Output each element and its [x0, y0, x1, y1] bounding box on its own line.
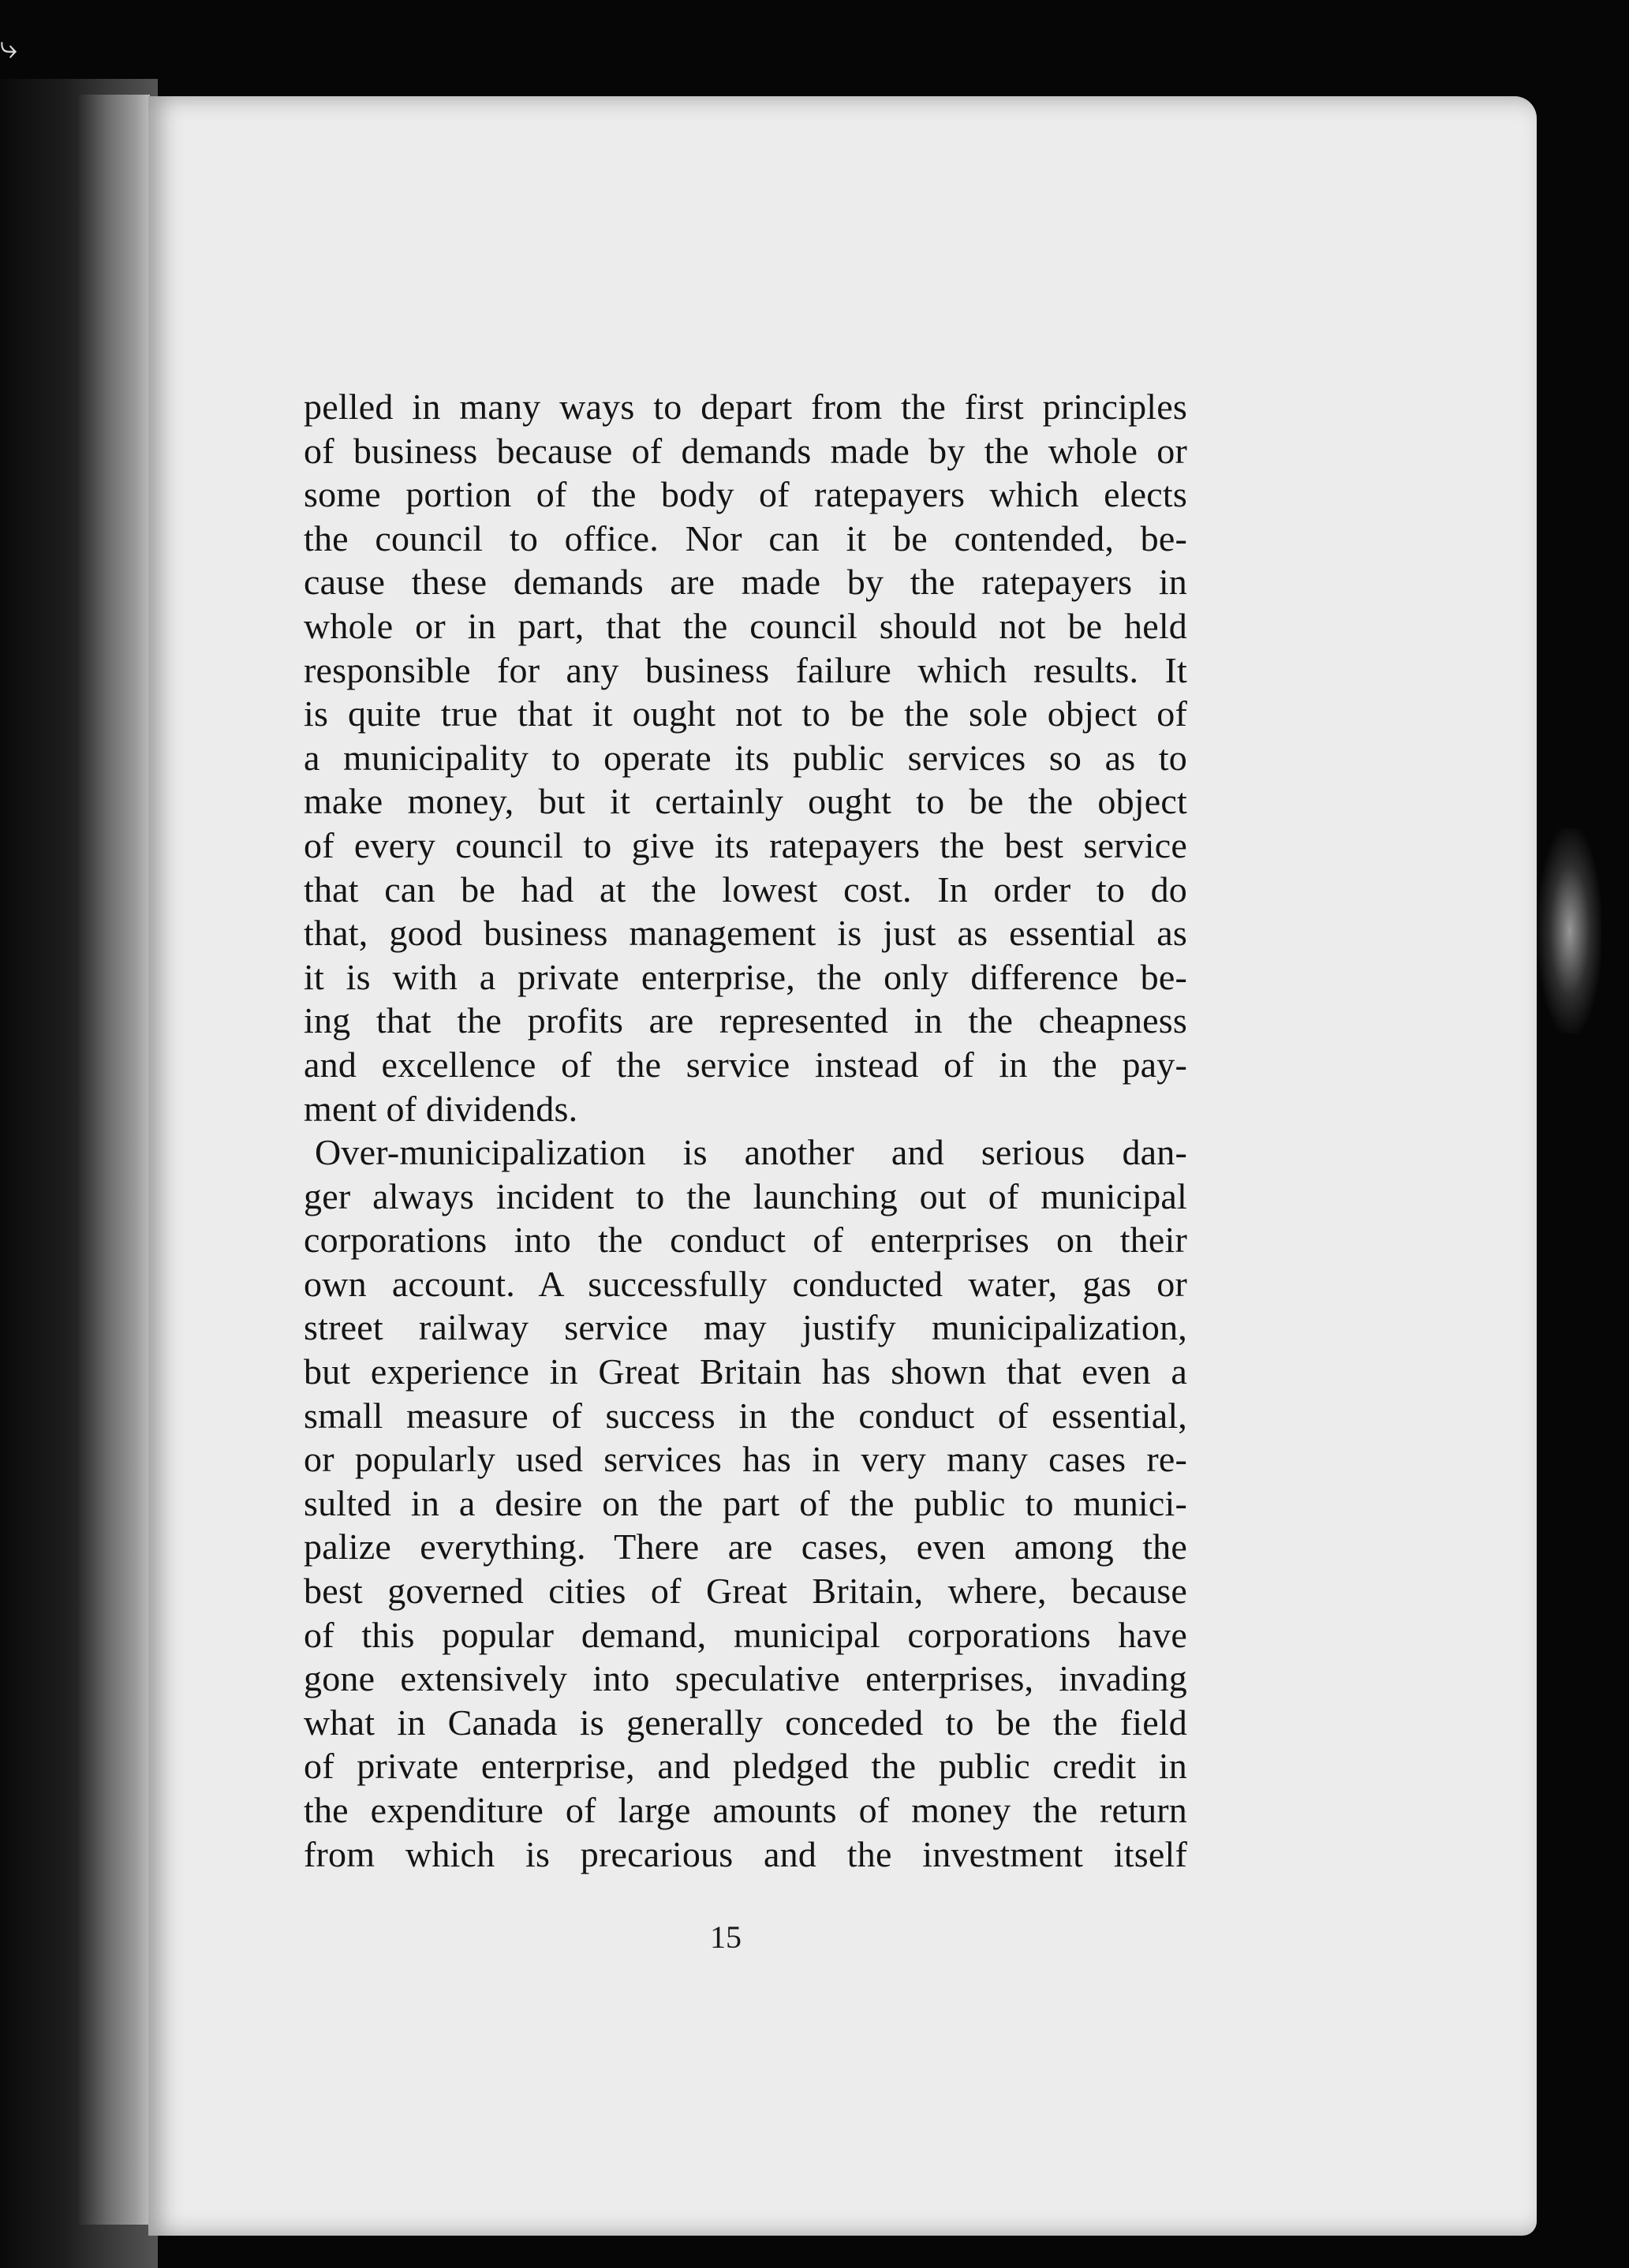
text-line: a municipality to operate its public services so as to — [304, 737, 1187, 778]
text-line: is quite true that it ought not to be the sole object of — [304, 693, 1187, 734]
page-number: 15 — [710, 1919, 742, 1955]
text-line: best governed cities of Great Britain, where, because — [304, 1571, 1187, 1612]
light-glare — [1538, 828, 1601, 1033]
text-line: but experience in Great Britain has shown that even a — [304, 1351, 1187, 1392]
text-line: own account. A successfully conducted water, gas or — [304, 1263, 1187, 1304]
scan-artifact-icon: ⤷ — [0, 29, 18, 65]
text-line: what in Canada is generally conceded to be the field — [304, 1702, 1187, 1743]
text-line: from which is precarious and the investment itself — [304, 1833, 1187, 1874]
text-line: cause these demands are made by the ratepayers in — [304, 562, 1187, 603]
page-body-text — [304, 385, 1187, 1876]
text-line: make money, but it certainly ought to be the object — [304, 781, 1187, 822]
text-line: it is with a private enterprise, the only difference be- — [304, 956, 1187, 997]
text-line: corporations into the conduct of enterprises on their — [304, 1220, 1187, 1261]
text-line: and excellence of the service instead of in the pay- — [304, 1044, 1187, 1085]
text-line: responsible for any business failure which results. It — [304, 649, 1187, 690]
text-line: Over-municipalization is another and serious dan- — [315, 1132, 1187, 1173]
text-line: that, good business management is just as essential as — [304, 913, 1187, 954]
text-line: ment of dividends. — [304, 1088, 578, 1129]
text-line: of every council to give its ratepayers the best service — [304, 824, 1187, 865]
text-line: ing that the profits are represented in the cheapness — [304, 1000, 1187, 1041]
text-line: street railway service may justify municipalization, — [304, 1307, 1187, 1348]
text-line: whole or in part, that the council should not be held — [304, 605, 1187, 646]
text-line: of this popular demand, municipal corporations have — [304, 1614, 1187, 1655]
text-line: palize everything. There are cases, even among the — [304, 1526, 1187, 1567]
text-line: or popularly used services has in very many cases re- — [304, 1439, 1187, 1480]
book-gutter — [79, 95, 150, 2225]
text-line: that can be had at the lowest cost. In order to do — [304, 869, 1187, 910]
text-line: of business because of demands made by the whole or — [304, 430, 1187, 471]
text-line: sulted in a desire on the part of the public to munici- — [304, 1482, 1187, 1523]
text-line: some portion of the body of ratepayers which elects — [304, 474, 1187, 515]
text-line: small measure of success in the conduct of essential, — [304, 1395, 1187, 1436]
text-line: the expenditure of large amounts of money the return — [304, 1790, 1187, 1830]
text-line: ger always incident to the launching out of municipal — [304, 1175, 1187, 1216]
text-line: pelled in many ways to depart from the first principles — [304, 387, 1187, 427]
text-line: of private enterprise, and pledged the public credit in — [304, 1746, 1187, 1787]
text-line: gone extensively into speculative enterprises, invading — [304, 1658, 1187, 1699]
text-line: the council to office. Nor can it be contended, be- — [304, 517, 1187, 559]
